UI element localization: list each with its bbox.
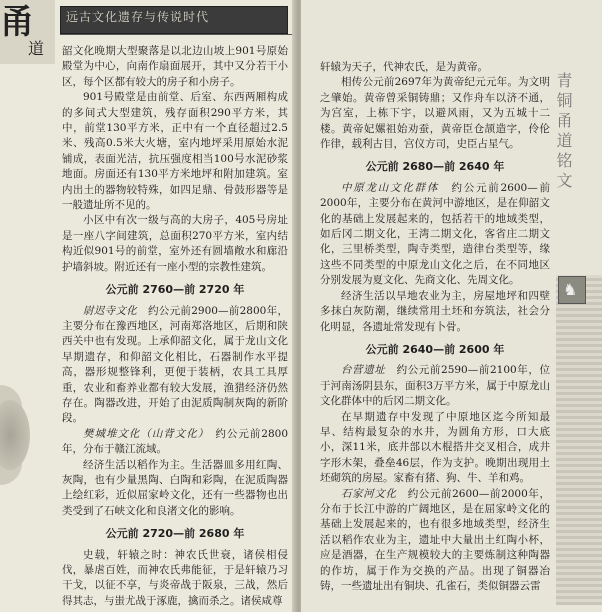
left-page (0, 0, 296, 612)
header-rule (60, 34, 292, 35)
side-vertical-title: 青铜甬道铭文 (554, 72, 573, 192)
term: 石家河文化 (341, 487, 397, 500)
corner-character: 甬 (0, 2, 34, 42)
paragraph: 经济生活以稻作为主。生活器皿多用红陶、灰陶，也有少量黑陶、白陶和彩陶，在泥质陶器上绘红彩，近似屈家岭文化，还有一些器物也出类受到了石峡文化和良渚文化的影响。 (62, 458, 288, 517)
term: 尉迟寺文化 (83, 304, 138, 317)
paragraph-body: 约公元前2590—前2100年，位于河南汤阴县东，面积3万平方米，属于中原龙山文化群体中的后冈二期文化。 (320, 364, 551, 408)
term: 樊城堆文化（山背文化） (83, 427, 204, 440)
term: 中原龙山文化群体 (341, 181, 440, 194)
paragraph: 在早期遗存中发现了中原地区迄今所知最早、结构最复杂的水井，为圆角方形，口大底小，深11米，底井部以木棍搭井交叉相合，成井字形木架，叠垒46层，作为支护。晚期出现用土坯砌筑的房屋。家畜有猪、狗、牛、羊和鸡。 (320, 410, 550, 485)
paragraph: 经济生活以旱地农业为主，房屋地坪和四壁多抹白灰防潮，继续常用土坯和夯筑法，社会分化明显，各遗址常发现有卜骨。 (320, 289, 550, 333)
section-heading: 公元前 2680—前 2640 年 (365, 160, 505, 174)
corner-subcharacter: 道 (28, 39, 45, 58)
left-margin-ornament (0, 400, 30, 470)
paragraph: 901号殿堂是由前堂、后室、东西两厢构成的多间式大型建筑，残存面积290平方米，其中，前堂130平方米，正中有一个直径超过2.5米、残高0.5米大火塘，室内地坪采用原始水泥铺成，表面光洁，抗压强度相当100号水泥砂浆地面。房面还有130平方米地坪和附加建筑。室内出土的器物较特殊，如四足鼎、骨鼓形器等是一般遗址所不见的。 (62, 91, 288, 212)
paragraph (320, 181, 550, 289)
section-heading: 公元前 2720—前 2680 年 (105, 527, 245, 541)
section-heading: 公元前 2760—前 2720 年 (105, 283, 245, 297)
emblem-mark-icon: ♞ (563, 280, 578, 299)
paragraph-body: 约公元前2600—前2000年，分布于长江中游的广阔地区，是在屈家岭文化的基础上发展起来的，也有很多地域类型，经济生活以稻作农业为主，遗址中大量出土红陶小杯，应是酒器，在生产规模较大的主要炼制这种陶器的作坊，属于作为交换的产品。出现了铜器冶铸，一些遗址出有铜块、孔雀石，类似铜器云雷 (320, 487, 551, 592)
side-stripe (556, 275, 602, 605)
paragraph: 相传公元前2697年为黄帝纪元元年。为文明之肇始。黄帝曾采铜铸鼎；又作舟车以济不通，为宫室，上栋下宇，以避风雨，又为五城十二楼。黄帝妃嫘祖始劝蚕，黄帝臣仓颉造字，伶伦作律，载利古目，宫仪方司，史臣占星气。 (320, 76, 550, 151)
paragraph (62, 304, 288, 427)
paragraph: 韶文化晚期大型聚落是以北边山坡上901号原始殿堂为中心，向南作扇面展开，其中又分若干小区，每个区都有较大的房子和小房子。 (62, 45, 288, 88)
paragraph: 小区中有次一级与高的大房子，405号房址是一座八字间建筑，总面积270平方米，室内结构近似901号的前堂，室外还有圆墙敞水和廊沿护墙斜坡。附近还有一座小型的宗教性建筑。 (62, 214, 288, 273)
paragraph (320, 487, 550, 595)
right-text-column (320, 60, 550, 594)
left-text-column (62, 44, 288, 609)
term: 台营遗址 (341, 364, 386, 377)
paragraph (320, 363, 550, 409)
paragraph-body: 约公元前2600—前2000年，主要分布在黄河中游地区，是在仰韶文化的基础上发展起来的，包括若干的地域类型，如后冈二期文化，王湾二期文化，客省庄二期文化，三里桥类型，陶寺类型，造律台类型等，缘这些不同类型的中原龙山文化之后，在不同地区分别发展为夏文化、先商文化、先周文化。 (320, 181, 551, 287)
paragraph-body: 约公元前2800年，分布于赣江流域。 (62, 427, 289, 456)
section-heading: 公元前 2640—前 2600 年 (365, 342, 505, 356)
paragraph: 史载，轩辕之时：神农氏世衰，诸侯相侵伐，暴虐百姓，而神农氏弗能征，于是轩辕乃习干戈，以征不享，与炎帝战于阪泉，三战，然后得其志，与蚩尤战于涿鹿，擒而杀之。诸侯咸尊 (62, 548, 288, 607)
paragraph: 轩辕为天子，代神农氏，是为黄帝。 (320, 61, 488, 73)
paragraph-body: 约公元前2900—前2800年，主要分布在豫西地区，河南郑洛地区，后期和陕西关中也有发现。上承仰韶文化，属于龙山文化早期遗存，和仰韶文化相比，石器制作水平提高，器形规整锋利，更便于装柄，农具工具厚重，农业和畜养业都有较大发展，渔猎经济仍然存在。陶器改进，开始了由泥质陶制灰陶的新阶段。 (62, 304, 288, 425)
running-header-title: 远古文化遗存与传说时代 (66, 10, 210, 24)
paragraph (62, 427, 288, 458)
